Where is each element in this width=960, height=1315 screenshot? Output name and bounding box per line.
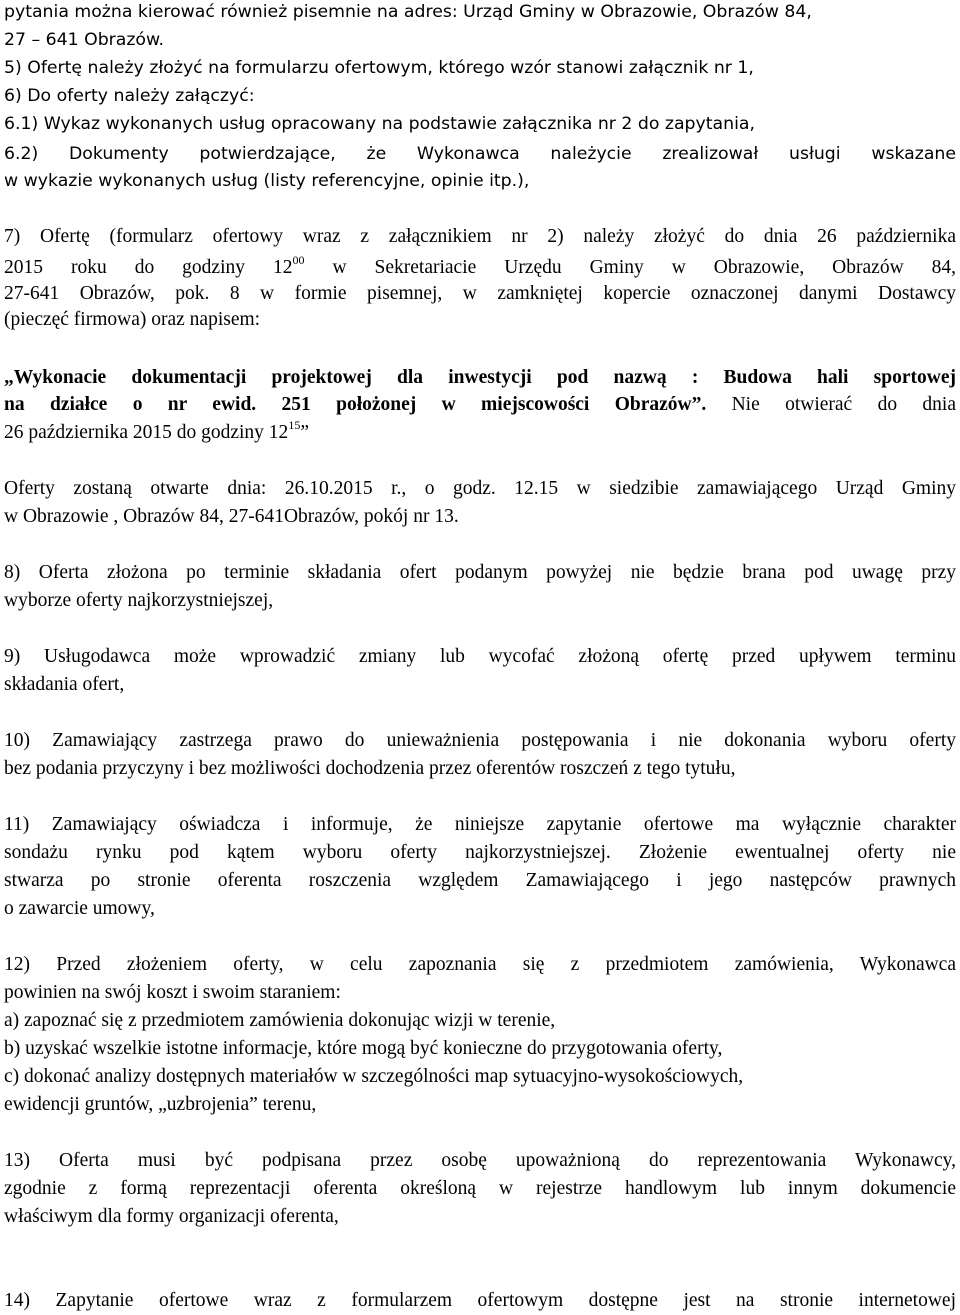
text-line: w wykazie wykonanych usług (listy referencyjne, opinie itp.),	[4, 171, 530, 191]
text-line: właściwym dla formy organizacji oferenta,	[4, 1206, 339, 1227]
text-line: ewidencji gruntów, „uzbrojenia” terenu,	[4, 1094, 317, 1115]
text-line: składania ofert,	[4, 674, 125, 695]
text-line: (pieczęć firmowa) oraz napisem:	[4, 309, 261, 330]
text-line: Oferty zostaną otwarte dnia: 26.10.2015 r., o godz. 12.15 w siedzibie zamawiającego Urząd Gminy	[4, 478, 956, 499]
text-span: w Sekretariacie Urzędu Gminy w Obrazowie, Obrazów 84,	[304, 257, 956, 278]
text-line: 5) Ofertę należy złożyć na formularzu ofertowym, którego wzór stanowi załącznik nr 1,	[4, 58, 754, 78]
text-line	[4, 418, 956, 445]
text-span: 2015 roku do godziny 12	[4, 257, 293, 278]
text-span: Nie otwierać do dnia	[706, 394, 956, 415]
bold-span: na działce o nr ewid. 251 położonej w miejscowości Obrazów”.	[4, 394, 707, 415]
text-line	[4, 393, 956, 417]
superscript: 15	[288, 418, 301, 432]
text-line: pytania można kierować również pisemnie na adres: Urząd Gminy w Obrazowie, Obrazów 84,	[4, 2, 812, 22]
text-line: 6.2) Dokumenty potwierdzające, że Wykonawca należycie zrealizował usługi wskazane	[4, 144, 956, 164]
text-line: 12) Przed złożeniem oferty, w celu zapoznania się z przedmiotem zamówienia, Wykonawca	[4, 954, 956, 975]
text-line: 27 – 641 Obrazów.	[4, 30, 165, 50]
text-line: o zawarcie umowy,	[4, 898, 155, 919]
text-line: wyborze oferty najkorzystniejszej,	[4, 590, 274, 611]
text-line: 8) Oferta złożona po terminie składania ofert podanym powyżej nie będzie brana pod uwagę przy	[4, 562, 956, 583]
text-line: w Obrazowie , Obrazów 84, 27-641Obrazów, pokój nr 13.	[4, 506, 459, 527]
text-line: 7) Ofertę (formularz ofertowy wraz z załącznikiem nr 2) należy złożyć do dnia 26 października	[4, 226, 956, 247]
text-line: 9) Usługodawca może wprowadzić zmiany lub wycofać złożoną ofertę przed upływem terminu	[4, 646, 956, 667]
text-line: c) dokonać analizy dostępnych materiałów w szczególności map sytuacyjno-wysokościowych,	[4, 1066, 744, 1087]
text-line: „Wykonacie dokumentacji projektowej dla inwestycji pod nazwą : Budowa hali sportowej	[4, 367, 956, 388]
text-line	[4, 253, 956, 280]
text-line: 13) Oferta musi być podpisana przez osobę upoważnioną do reprezentowania Wykonawcy,	[4, 1150, 956, 1171]
text-line: zgodnie z formą reprezentacji oferenta określoną w rejestrze handlowym lub innym dokumencie	[4, 1178, 956, 1199]
text-line: stwarza po stronie oferenta roszczenia względem Zamawiającego i jego następców prawnych	[4, 870, 956, 891]
text-line: 6.1) Wykaz wykonanych usług opracowany na podstawie załącznika nr 2 do zapytania,	[4, 114, 755, 134]
text-span: ”	[300, 422, 309, 443]
text-line: 6) Do oferty należy załączyć:	[4, 86, 255, 106]
text-line: a) zapoznać się z przedmiotem zamówienia dokonując wizji w terenie,	[4, 1010, 556, 1031]
text-line: 10) Zamawiający zastrzega prawo do unieważnienia postępowania i nie dokonania wyboru oferty	[4, 730, 956, 751]
text-line: b) uzyskać wszelkie istotne informacje, które mogą być konieczne do przygotowania oferty,	[4, 1038, 723, 1059]
text-span: 26 października 2015 do godziny 12	[4, 422, 289, 443]
text-line: 11) Zamawiający oświadcza i informuje, że niniejsze zapytanie ofertowe ma wyłącznie charakter	[4, 814, 956, 835]
text-line: sondażu rynku pod kątem wyboru oferty najkorzystniejszej. Złożenie ewentualnej oferty nie	[4, 842, 956, 863]
text-line: bez podania przyczyny i bez możliwości dochodzenia przez oferentów roszczeń z tego tytułu,	[4, 758, 736, 779]
text-line: 14) Zapytanie ofertowe wraz z formularzem ofertowym dostępne jest na stronie internetowej	[4, 1290, 956, 1311]
text-line: powinien na swój koszt i swoim staraniem:	[4, 982, 341, 1003]
text-line: 27-641 Obrazów, pok. 8 w formie pisemnej, w zamkniętej kopercie oznaczonej danymi Dostawcy	[4, 283, 956, 304]
superscript: 00	[292, 253, 305, 267]
